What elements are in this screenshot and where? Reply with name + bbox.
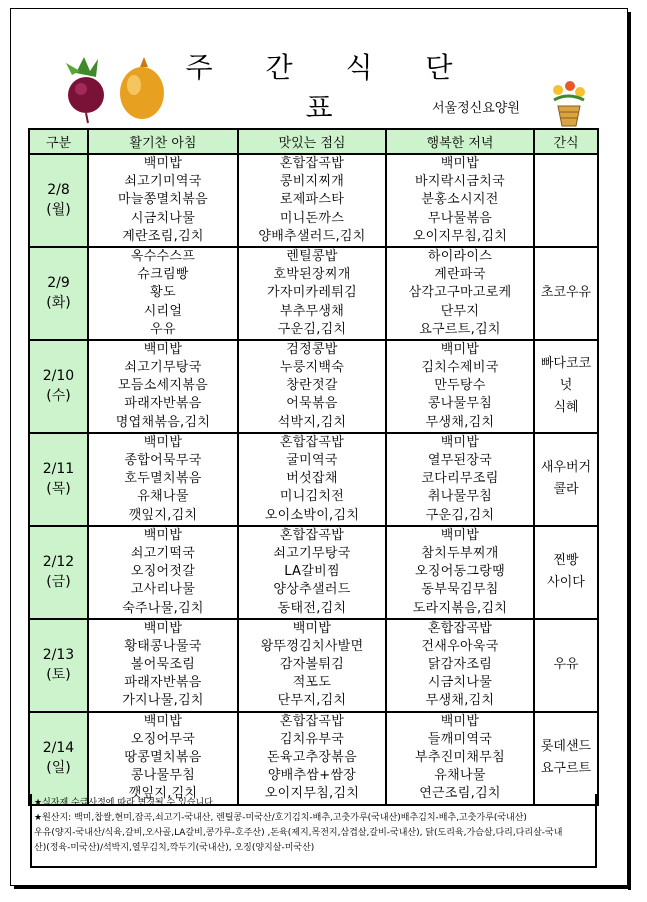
dinner-cell <box>386 619 534 712</box>
day-cell <box>29 154 88 247</box>
menu-item: 마늘쫑멸치볶음 <box>117 192 208 208</box>
menu-item: 오징어동그랑땡 <box>414 564 505 580</box>
day-date: 2/8 <box>47 182 70 199</box>
notes-box <box>30 794 597 868</box>
table-row <box>29 340 598 433</box>
menu-item: 콩비지찌개 <box>279 174 345 190</box>
menu-item: 삼각고구마고로케 <box>408 285 512 301</box>
menu-item: 혼합잡곡밥 <box>279 713 345 729</box>
header-lunch: 맛있는 점심 <box>238 129 386 154</box>
menu-item: 옥수수스프 <box>130 248 196 264</box>
day-of-week: (목) <box>46 481 71 498</box>
menu-item: 가지나물,김치 <box>122 693 204 709</box>
weekly-menu-table <box>28 128 599 806</box>
page-title: 주 간 식 단 표 <box>185 51 475 124</box>
menu-item: 적포도 <box>292 675 332 691</box>
snack-cell <box>534 154 598 247</box>
dinner-cell <box>386 433 534 526</box>
menu-body <box>29 154 598 805</box>
menu-item: 취나물무침 <box>427 489 493 505</box>
menu-item: 바지락시금치국 <box>414 174 505 190</box>
menu-item: 부추진미채무침 <box>414 750 505 765</box>
menu-item: 깻잎지,김치 <box>128 786 198 802</box>
table-row <box>29 619 598 712</box>
organization-name: 서울정신요양원 <box>432 101 520 116</box>
menu-item: 우유 <box>150 321 176 337</box>
menu-item: 요구르트,김치 <box>419 321 501 337</box>
menu-item: 도라지볶음,김치 <box>412 600 508 616</box>
menu-item: 고사리나물 <box>130 582 196 598</box>
menu-item: 굴미역국 <box>286 453 338 468</box>
menu-item: LA갈비찜 <box>284 564 340 580</box>
menu-item: 구운김,김치 <box>277 321 347 337</box>
day-of-week: (금) <box>46 574 71 591</box>
menu-item: 호박된장찌개 <box>273 267 351 283</box>
menu-item: 미니돈까스 <box>279 210 345 226</box>
lunch-cell <box>238 619 386 712</box>
menu-item: 혼합잡곡밥 <box>279 156 345 171</box>
table-row <box>29 433 598 526</box>
menu-item: 닭감자조림 <box>427 657 493 673</box>
day-cell <box>29 712 88 805</box>
menu-item: 단무지 <box>440 303 480 319</box>
menu-item: 양배추쌈+쌈장 <box>267 768 357 784</box>
menu-item: 백미밥 <box>143 156 183 171</box>
menu-item: 코다리무조림 <box>421 471 499 487</box>
menu-item: 백미밥 <box>143 434 183 450</box>
breakfast-cell <box>88 247 238 340</box>
breakfast-cell <box>88 340 238 433</box>
day-of-week: (일) <box>46 760 71 777</box>
dinner-cell <box>386 712 534 805</box>
snack-cell <box>534 619 598 712</box>
day-of-week: (수) <box>46 388 71 405</box>
day-cell <box>29 526 88 619</box>
menu-item: 모듬소세지볶음 <box>117 378 208 394</box>
table-row <box>29 712 598 805</box>
snack-item: 빠다코코넛 <box>540 356 592 394</box>
menu-item: 슈크림빵 <box>137 267 189 283</box>
day-of-week: (화) <box>46 295 71 312</box>
table-header-row <box>29 129 598 154</box>
menu-item: 열무된장국 <box>427 453 493 468</box>
menu-item: 오징어무국 <box>130 731 196 747</box>
breakfast-cell <box>88 433 238 526</box>
note-line: ★원산지: 백미,찹쌀,현미,잡곡,쇠고기-국내산, 렌틸콩-미국산/호기김치-배추,고춧가루(국내산)배추김치-배추,고춧가루(국내산) <box>34 813 527 823</box>
lunch-cell <box>238 340 386 433</box>
menu-item: 계란조림,김치 <box>122 228 204 244</box>
menu-item: 시금치나물 <box>427 675 493 691</box>
menu-item: 김치수제비국 <box>421 360 499 376</box>
vegetables-icon <box>54 55 174 125</box>
menu-item: 가자미카레튀김 <box>266 285 357 301</box>
page-shadow <box>14 886 631 889</box>
menu-item: 오이소박이,김치 <box>264 507 360 523</box>
menu-item: 볼어묵조림 <box>130 657 196 673</box>
menu-item: 혼합잡곡밥 <box>279 527 345 543</box>
lunch-cell <box>238 433 386 526</box>
snack-cell <box>534 712 598 805</box>
menu-item: 종합어묵무국 <box>124 453 202 468</box>
menu-item: 쇠고기미역국 <box>124 174 202 190</box>
menu-item: 유채나물 <box>137 489 189 505</box>
day-date: 2/14 <box>42 740 75 757</box>
header-dinner: 행복한 저녁 <box>386 129 534 154</box>
menu-item: 오이지무침,김치 <box>412 228 508 244</box>
snack-item: 식혜 <box>553 400 579 416</box>
note-line: ★식자재 수급사정에 따라 변경될 수 있습니다. <box>34 798 216 808</box>
menu-item: 백미밥 <box>440 713 480 729</box>
menu-item: 들깨미역국 <box>427 731 493 747</box>
table-row <box>29 154 598 247</box>
lunch-cell <box>238 154 386 247</box>
menu-item: 호두멸치볶음 <box>124 471 202 487</box>
menu-item: 백미밥 <box>440 341 480 357</box>
snack-item: 찐빵 <box>553 553 579 569</box>
day-date: 2/13 <box>42 647 75 664</box>
menu-item: 참치두부찌개 <box>421 545 499 561</box>
menu-item: 건새우아욱국 <box>421 638 499 654</box>
table-row <box>29 526 598 619</box>
menu-item: 백미밥 <box>143 527 183 543</box>
snack-item: 요구르트 <box>540 761 592 777</box>
menu-item: 백미밥 <box>292 620 332 636</box>
snack-item: 초코우유 <box>540 285 592 301</box>
menu-item: 연근조림,김치 <box>419 786 501 802</box>
menu-item: 무생채,김치 <box>425 693 495 709</box>
day-cell <box>29 247 88 340</box>
menu-item: 누룽지백숙 <box>279 360 345 376</box>
menu-item: 계란파국 <box>434 267 486 283</box>
day-date: 2/9 <box>47 275 70 292</box>
menu-item: 부추무생채 <box>279 303 345 319</box>
menu-item: 파래자반볶음 <box>124 675 202 691</box>
dinner-cell <box>386 154 534 247</box>
menu-item: 시금치나물 <box>130 210 196 226</box>
lunch-cell <box>238 247 386 340</box>
menu-item: 로제파스타 <box>279 192 345 208</box>
note-line: 산)(정육-미국산)/석박지,열무김치,깍두기(국내산), 오징(양지살-미국산) <box>34 843 315 853</box>
menu-item: 만두탕수 <box>434 378 486 394</box>
menu-item: 혼합잡곡밥 <box>427 620 493 636</box>
dinner-cell <box>386 526 534 619</box>
menu-item: 백미밥 <box>440 527 480 543</box>
menu-item: 돈육고추장볶음 <box>266 750 357 765</box>
menu-item: 창란젓갈 <box>286 378 338 394</box>
menu-item: 김치유부국 <box>279 731 345 747</box>
menu-item: 미니김치전 <box>279 489 345 505</box>
menu-item: 쇠고기떡국 <box>130 545 196 561</box>
breakfast-cell <box>88 619 238 712</box>
snack-cell <box>534 433 598 526</box>
header-category: 구분 <box>29 129 88 154</box>
menu-item: 분홍소시지전 <box>421 192 499 208</box>
menu-item: 어묵볶음 <box>286 396 338 412</box>
dinner-cell <box>386 340 534 433</box>
snack-item: 콜라 <box>553 482 579 498</box>
day-cell <box>29 340 88 433</box>
menu-item: 혼합잡곡밥 <box>279 434 345 450</box>
menu-item: 검정콩밥 <box>286 341 338 357</box>
snack-cell <box>534 247 598 340</box>
breakfast-cell <box>88 526 238 619</box>
day-date: 2/12 <box>42 554 75 571</box>
menu-item: 동태전,김치 <box>277 600 347 616</box>
dinner-cell <box>386 247 534 340</box>
menu-item: 백미밥 <box>143 713 183 729</box>
menu-item: 백미밥 <box>143 620 183 636</box>
snack-cell <box>534 340 598 433</box>
menu-item: 쇠고기무탕국 <box>273 545 351 561</box>
menu-item: 쇠고기무탕국 <box>124 360 202 376</box>
header-snack: 간식 <box>534 129 598 154</box>
menu-item: 양배추샐러드,김치 <box>258 228 366 244</box>
menu-item: 백미밥 <box>440 156 480 171</box>
menu-item: 버섯잡채 <box>286 471 338 487</box>
menu-item: 깻잎지,김치 <box>128 507 198 523</box>
menu-item: 파래자반볶음 <box>124 396 202 412</box>
day-of-week: (월) <box>46 202 71 219</box>
menu-item: 황도 <box>150 285 176 301</box>
menu-item: 숙주나물,김치 <box>122 600 204 616</box>
menu-item: 동부묵김무침 <box>421 582 499 598</box>
breakfast-cell <box>88 154 238 247</box>
menu-item: 무나물볶음 <box>427 210 493 226</box>
menu-item: 무생채,김치 <box>425 414 495 430</box>
day-cell <box>29 433 88 526</box>
menu-item: 렌틸콩밥 <box>286 248 338 264</box>
snack-item: 롯데샌드 <box>540 739 592 755</box>
day-date: 2/11 <box>42 461 75 478</box>
menu-item: 오징어젓갈 <box>130 564 196 580</box>
lunch-cell <box>238 712 386 805</box>
day-of-week: (토) <box>46 667 71 684</box>
menu-item: 백미밥 <box>440 434 480 450</box>
menu-item: 하이라이스 <box>427 248 493 264</box>
table-row <box>29 247 598 340</box>
page-shadow <box>628 12 631 890</box>
snack-item: 우유 <box>553 657 579 673</box>
snack-item: 새우버거 <box>540 460 592 476</box>
menu-item: 황태콩나물국 <box>124 638 202 654</box>
menu-item: 유채나물 <box>434 768 486 784</box>
menu-item: 콩나물무침 <box>427 396 493 412</box>
note-line: 우유(양지-국내산/식육,갈비,오사골,LA갈비,콩가루-호주산) ,돈육(제지,목전지,삼겹살,갈비-국내산), 닭(도리육,가슴살,다리,다리살-국내 <box>34 828 563 838</box>
lunch-cell <box>238 526 386 619</box>
snack-item: 사이다 <box>547 575 585 591</box>
menu-item: 오이지무침,김치 <box>264 786 360 802</box>
menu-item: 콩나물무침 <box>130 768 196 784</box>
menu-item: 시리얼 <box>143 303 183 319</box>
day-cell <box>29 619 88 712</box>
menu-item: 석박지,김치 <box>277 414 347 430</box>
menu-item: 백미밥 <box>143 341 183 357</box>
menu-item: 땅콩멸치볶음 <box>124 750 202 765</box>
header-breakfast: 활기찬 아침 <box>88 129 238 154</box>
snack-cell <box>534 526 598 619</box>
menu-item: 명엽채볶음,김치 <box>115 414 211 430</box>
breakfast-cell <box>88 712 238 805</box>
menu-item: 단무지,김치 <box>277 693 347 709</box>
day-date: 2/10 <box>42 368 75 385</box>
menu-item: 감자볼튀김 <box>279 657 345 673</box>
menu-item: 양상추샐러드 <box>273 582 351 598</box>
menu-item: 왕뚜껑김치사발면 <box>260 638 364 654</box>
flower-pot-icon <box>548 78 590 128</box>
menu-item: 구운김,김치 <box>425 507 495 523</box>
